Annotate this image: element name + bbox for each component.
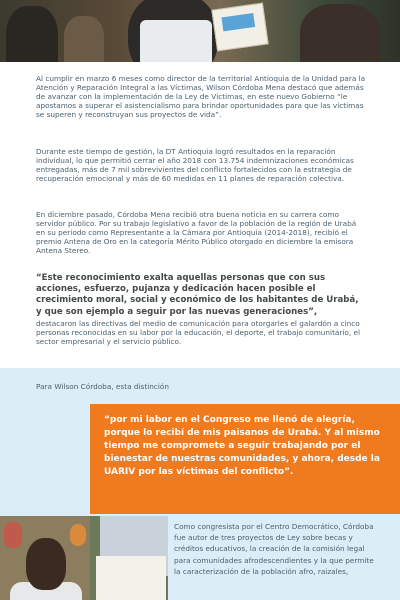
sign-board (96, 556, 166, 600)
portrait-photo (0, 516, 168, 600)
orange-quote-box (90, 404, 400, 514)
intro-line: Para Wilson Córdoba, esta distinción (36, 382, 169, 391)
man-face (26, 538, 66, 590)
person-silhouette (6, 6, 58, 62)
orange-quote-text: “por mi labor en el Congreso me llenó de alegría, porque lo recibí de mis paisanos de Urabá. Y al mismo tiempo me compromete a seguir trabajando por el bienestar de nuestras comunidades, y ahora, desde la UARIV por las víctimas del conflicto”. (104, 415, 380, 477)
paragraph-3: En diciembre pasado, Córdoba Mena recibió otra buena noticia en su carrera como servidor público. Por su trabajo legislativo a favor de la población de la región de Urabá en su periodo como Representante a la Cámara por Antioquia (2014-2018), recibió el premio Antena de Oro en la categoría Mérito Público otorgado en diciembre la emisora Antena Stereo. (36, 210, 357, 256)
hero-photo (0, 0, 400, 62)
white-shirt (140, 20, 212, 62)
paragraph-1: Al cumplir en marzo 6 meses como director de la territorial Antioquia de la Unidad para la Atención y Reparación Integral a las Víctimas, Wilson Córdoba Mena destacó que además de avanzar con la implementación de la Ley de Víctimas, en este nuevo Gobierno “le apostamos a superar el asistencialismo para brindar oportunidades para que las víctimas se superen y reconstruyan sus proyectos de vida”. (36, 74, 366, 120)
child-figure (4, 522, 22, 548)
child-figure (70, 524, 86, 546)
held-card (211, 3, 268, 52)
pull-quote: “Este reconocimiento exalta aquellas personas que con sus acciones, esfuerzo, pujanza y dedicación hacen posible el crecimiento moral, social y económico de los habitantes de Urabá, y que son ejemplo a seguir por las nuevas generaciones”, (36, 273, 359, 317)
person-silhouette (64, 16, 104, 62)
paragraph-4: destacaron las directivas del medio de comunicación para otorgarles el galardón a cinco personas reconocidas en su labor por la educación, el deporte, el trabajo comunitario, el sector empresarial y el servicio público. (36, 319, 361, 347)
paragraph-5: Como congresista por el Centro Democrático, Córdoba fue autor de tres proyectos de Ley sobre becas y créditos educativos, la creación de la comisión legal para comunidades afrodescendientes y la que permite la caracterización de la población afro, raizales, (174, 522, 374, 576)
paragraph-2: Durante este tiempo de gestión, la DT Antioquia logró resultados en la reparación individual, lo que permitió cerrar el año 2018 con 13.754 indemnizaciones económicas entregadas, más de 7 mil sobrevivientes del conflicto fortalecidos con la estrategia de recuperación emocional y más de 60 medidas en 11 planes de reparación colectiva. (36, 147, 354, 184)
person-silhouette (300, 4, 380, 62)
